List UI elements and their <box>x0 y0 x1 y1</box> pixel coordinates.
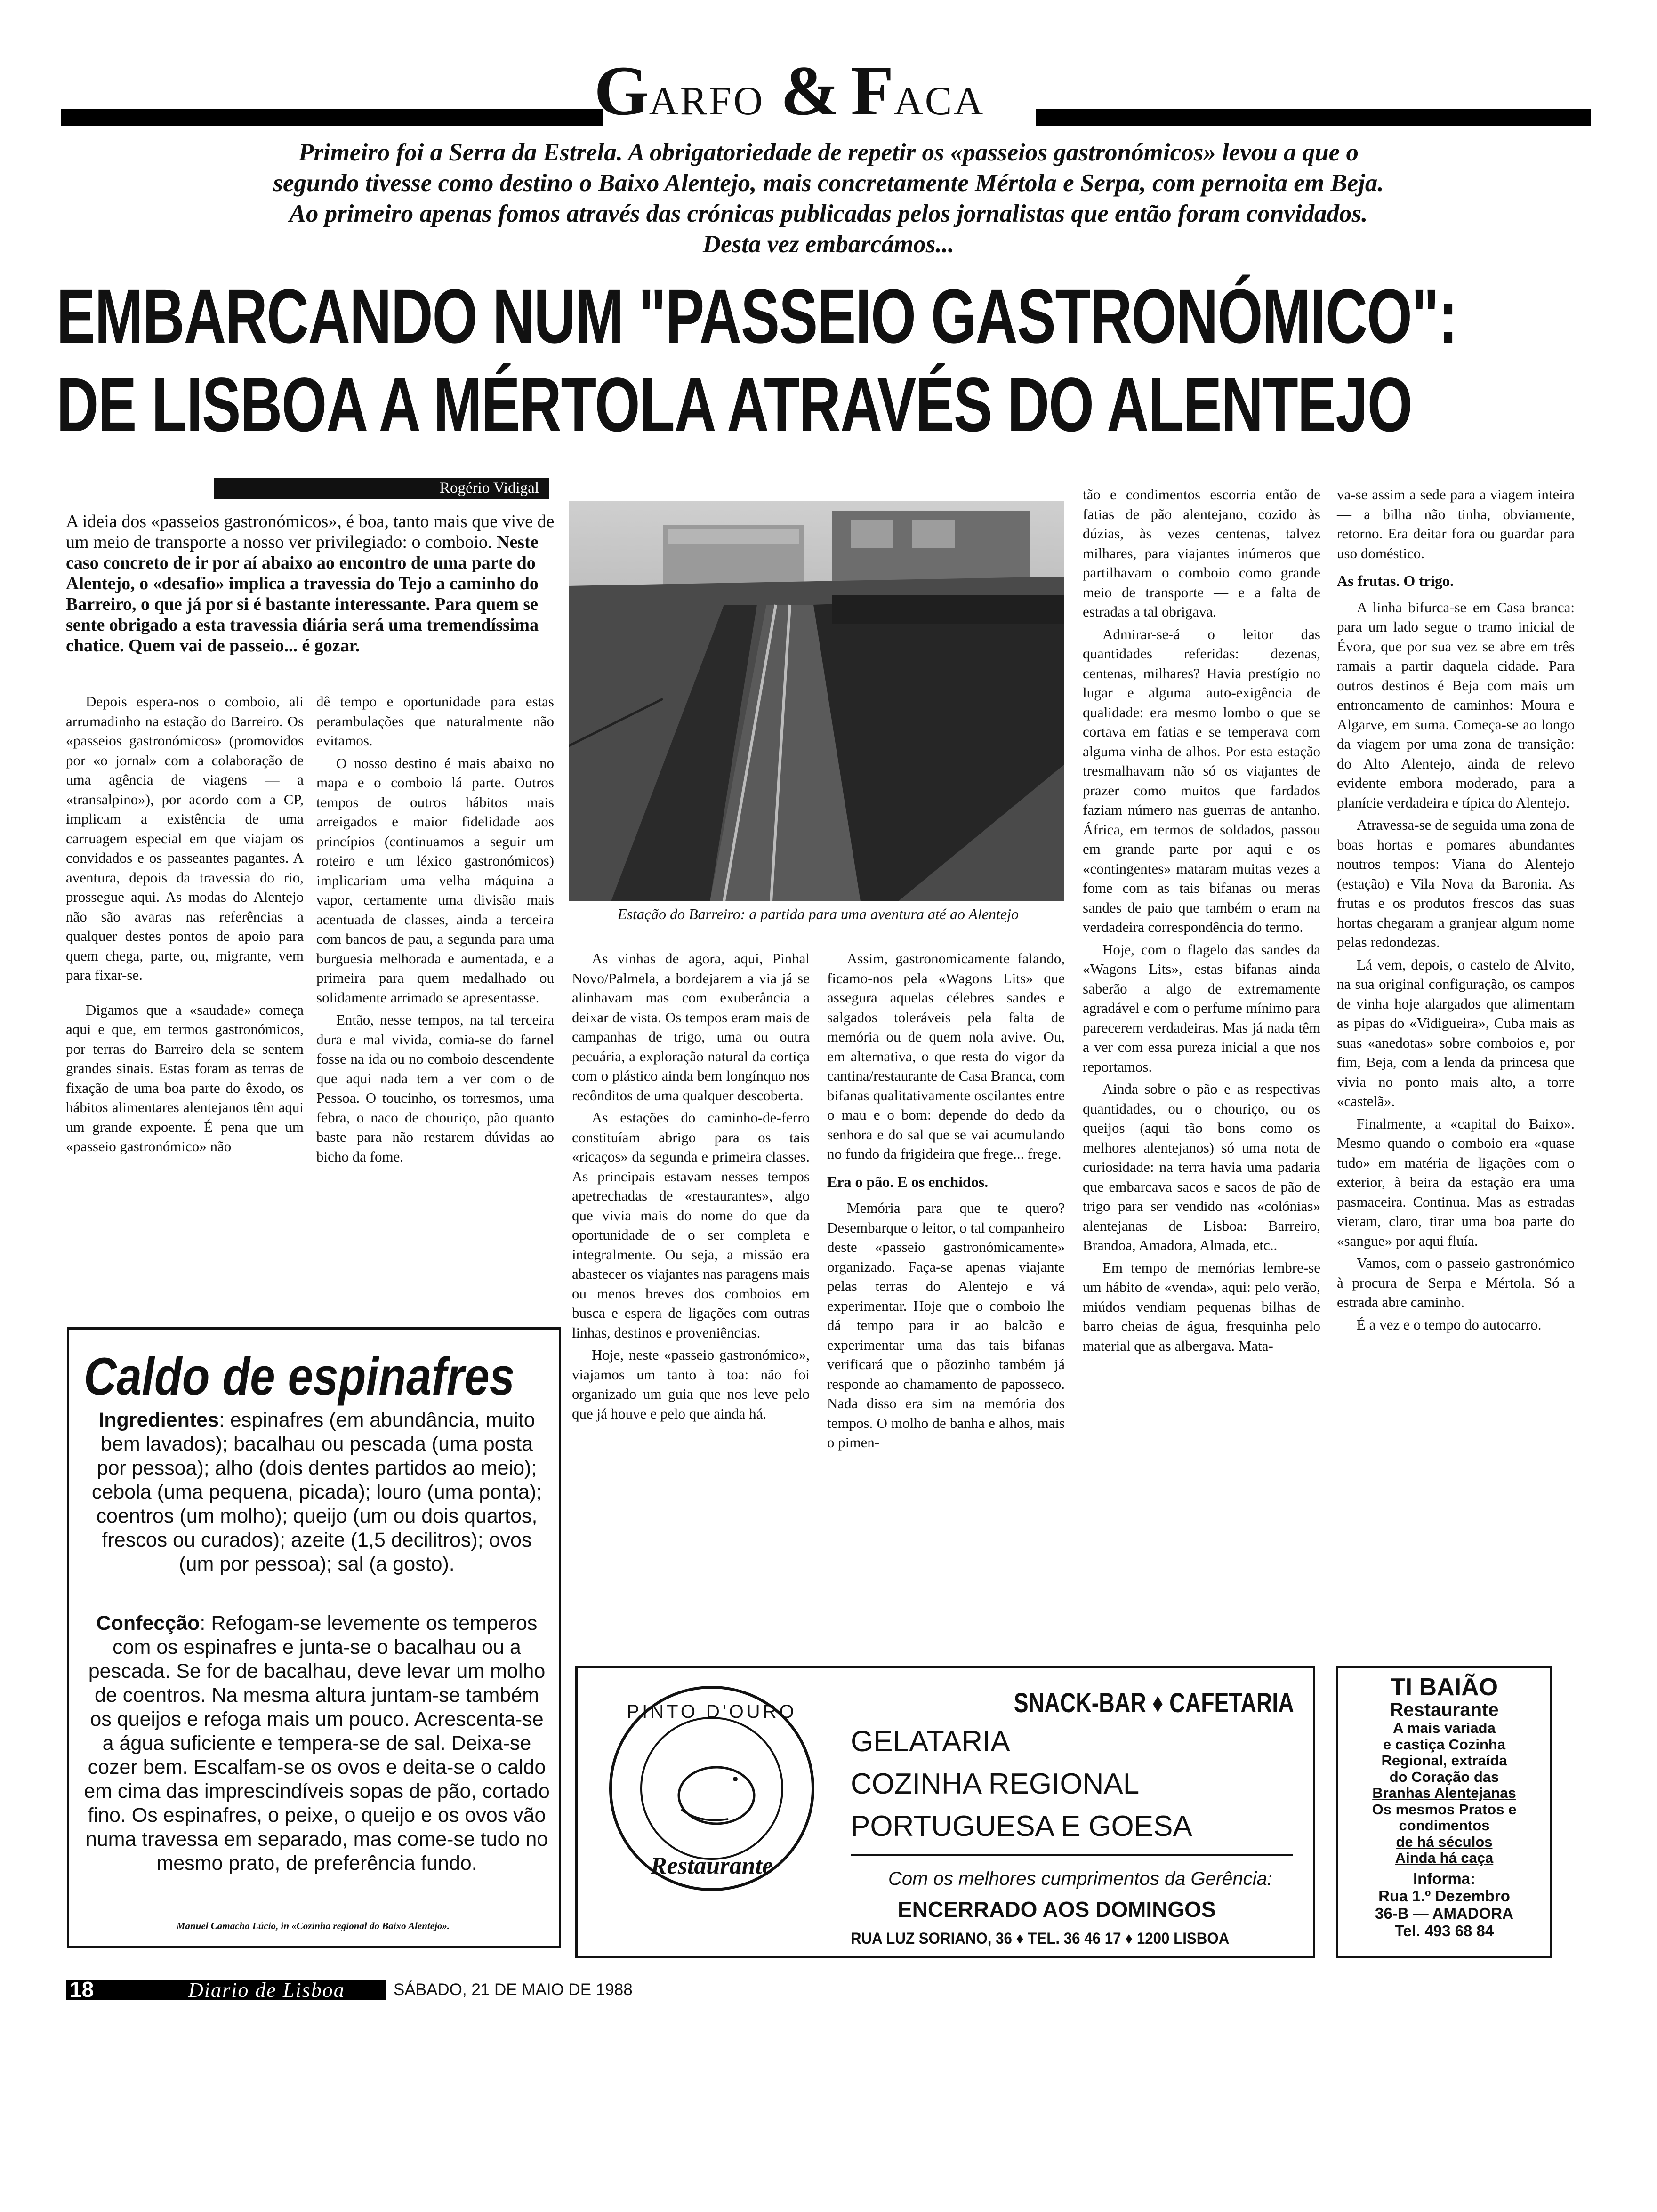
headline-line-1: EMBARCANDO NUM "PASSEIO GASTRONÓMICO": <box>56 273 1457 359</box>
byline: Rogério Vidigal <box>214 478 549 499</box>
issue-date: SÁBADO, 21 DE MAIO DE 1988 <box>394 1980 633 1999</box>
column-5: tão e condimentos escorria então de fatias de pão alentejano, cozido às dúzias, às vezes centenas, talvez milhares, para viajantes inúmeros que partilhavam o comboio como grande meio de transporte — e a falta de estradas a tal obrigava. Admirar-se-á o leitor das quantidades referidas: dezenas, centenas, milhares? Havia prestígio no lugar e alguma auto-exigência de qualidade: era mesmo lombo o que se cortava em fatias e se temperava com alguma vinha de alhos. Por esta estação tresmalhavam não só os viajantes de prazer como muitos que fardados faziam número nas guerras de antanho. África, em termos de soldados, passou em grande parte por aqui e os «contingentes» mataram muitas vezes a fome com as tais bifanas ou meras sandes de paio que também o eram na verdadeira correspondência do termo. Hoje, com o flagelo das sandes da «Wagons Lits», estas bifanas ainda saberão a algo de extremamente agradável e com o perfume mínimo para parecerem verdadeiras. Mas já nada têm a ver com essa pureza inicial a que nos reportamos. Ainda sobre o pão e as respectivas quantidades, ou o chouriço, ou os queijos (aqui tão bons como os melhores alentejanos) só uma nota de curiosidade: na terra havia uma padaria que embarcava sacos e sacos de pão de trigo para ser vendido nas «colónias» alentejanas de Lisboa: Barreiro, Brandoa, Amadora, Almada, etc.. Em tempo de memórias lembre-se um hábito de «venda», aqui: pelo verão, miúdos vendiam pequenas bilhas de barro cheias de água, fresquinha pelo material que as albergava. Mata- <box>1083 486 1320 1354</box>
column-3: As vinhas de agora, aqui, Pinhal Novo/Palmela, a bordejarem a via já se alinhavam mas com exuberância a deixar de vista. Os tempos eram mais de campanhas de trigo, uma ou outra pecuária, a exploração natural da cortiça com o plástico ainda bem longínquo nos recônditos de uma qualquer descoberta. As estações do caminho-de-ferro constituíam abrigo para os tais «ricaços» da segunda e primeira classes. As principais estavam nesses tempos apetrechadas de «restaurantes», algo que vivia mais do nome do que da oportunidade de o ser completa e integralmente. Ou seja, a missão era abastecer os viajantes nas paragens mais ou menos breves dos comboios em busca e espera de ligações com outras linhas, destinos e proveniências. Hoje, neste «passeio gastronómico», viajamos um tanto à toa: não foi organizado um guia que nos leve pelo que já houve e pelo que ainda há. <box>572 950 810 1422</box>
masthead-rule-right <box>1036 109 1591 126</box>
ad1-top-line: SNACK-BAR ♦ CAFETARIA <box>1014 1688 1294 1718</box>
page-number: 18 <box>70 1977 94 2002</box>
masthead-rule-left <box>61 109 603 126</box>
recipe-method: Confecção: Refogam-se levemente os temperos com os espinafres e junta-se o bacalhau ou a pescada. Se for de bacalhau, deve levar um molho de coentros. Na mesma altura juntam-se também os queijos e refoga mais um pouco. Acrescenta-se a água suficiente e tempera-se de sal. Deixa-se cozer bem. Escalfam-se os ovos e deita-se o caldo em cima das imprescindíveis sopas de pão, cortado fino. Os espinafres, o peixe, o queijo e os ovos vão numa travessa em separado, mas come-se tudo no mesmo prato, de preferência fundo. <box>84 1612 550 1875</box>
train-station-image <box>569 501 1064 901</box>
lead-paragraph: A ideia dos «passeios gastronómicos», é boa, tanto mais que vive de um meio de transporte a nosso ver privilegiado: o comboio. Neste caso concreto de ir por aí abaixo ao encontro de uma parte do Alentejo, o «desafio» implica a travessia do Tejo a caminho do Barreiro, o que já por si é bastante interessante. Para quem se sente obrigado a esta travessia diária será uma tremendíssima chatice. Quem vai de passeio... é gozar. <box>66 512 555 656</box>
ad2-info: Informa: Rua 1.º Dezembro 36-B — AMADORA Tel. 493 68 84 <box>1375 1870 1513 1940</box>
ad1-rule <box>851 1854 1293 1856</box>
ad1-logo <box>606 1683 818 1894</box>
ad1-address: RUA LUZ SORIANO, 36 ♦ TEL. 36 46 17 ♦ 1200 LISBOA <box>851 1930 1230 1948</box>
ad1-line-3: PORTUGUESA E GOESA <box>851 1810 1192 1843</box>
column-2: dê tempo e oportunidade para estas perambulações que naturalmente não evitamos. O nosso destino é mais abaixo no mapa e o comboio lá parte. Outros tempos de outros hábitos mais arreigados e maior fidelidade aos princípios (continuamos a seguir um roteiro e um léxico gastronómicos) implicariam uma velha máquina a vapor, certamente uma divisão mais acentuada de classes, ainda a terceira com bancos de pau, a segunda para uma burguesia melhorada e aumentada, e a primeira para quem medalhado ou solidamente arrimado se apresentasse. Então, nesse tempos, na tal terceira dura e mal vivida, comia-se do farnel fosse na ida ou no comboio descendente que aqui nada tem a ver com o de Pessoa. O toucinho, os torresmos, uma febra, o naco de chouriço, pão quanto baste para não restarem dúvidas ao bicho da fome. <box>316 693 554 1165</box>
recipe-credit: Manuel Camacho Lúcio, in «Cozinha regional do Baixo Alentejo». <box>176 1920 450 1931</box>
ad1-line-1: GELATARIA <box>851 1725 1010 1758</box>
ad1-closed: ENCERRADO AOS DOMINGOS <box>898 1897 1216 1922</box>
ad2-body: A mais variada e castiça Cozinha Regional, extraída do Coração das Branhas Alentejanas Os mesmos Pratos e condimentos de há séculos Ainda há caça <box>1372 1720 1517 1866</box>
section-title: GARFO & FACA <box>594 52 985 130</box>
newspaper-name: Diario de Lisboa <box>188 1979 345 2002</box>
ad-ti-baiao <box>1336 1666 1552 1958</box>
column-4: Assim, gastronomicamente falando, ficamo-nos pela «Wagons Lits» que assegura aquelas célebres sandes e salgados toleráveis pela falta de memória ou de quem nola avive. Ou, em alternativa, o que resta do vigor da cantina/restaurante de Casa Branca, com bifanas qualitativamente oscilantes entre o mau e o bom: depende do dedo da senhora e do sal que se vai acumulando no fundo da frigideira que frege... frege. Era o pão. E os enchidos. Memória para que te quero? Desembarque o leitor, o tal companheiro deste «passeio gastronómicamente» organizado. Faça-se apenas viajante pelas terras do Alentejo e vá experimentar. Hoje que o comboio lhe dá tempo para ir ao balcão e experimentar uma das tais bifanas verificará que o pãozinho também já responde ao chamamento de paposseco. Nada disso era sim na memória dos tempos. O molho de banha e alhos, mais o pimen- <box>827 950 1065 1451</box>
ad2-type: Restaurante <box>1390 1699 1499 1720</box>
station-photo <box>569 501 1064 901</box>
column-6: va-se assim a sede para a viagem inteira — a bilha não tinha, obviamente, retorno. Era deitar fora ou guardar para uso doméstico. As frutas. O trigo. A linha bifurca-se em Casa branca: para um lado segue o tramo inicial de Évora, que por sua vez se abre em três ramais a partir daquela cidade. Para outros destinos é Beja com mais um entroncamento de caminhos: Moura e Algarve, em suma. Começa-se ao longo da viagem por uma zona de transição: do Alto Alentejo, ainda de relevo evidente embora moderado, para a planície verdadeira e típica do Alentejo. Atravessa-se de seguida uma zona de boas hortas e pomares abundantes noutros tempos: Viana do Alentejo (estação) e Vila Nova da Baronia. As frutas e os produtos frescos das suas hortas chegaram a granjear algum nome pelas redondezas. Lá vem, depois, o castelo de Alvito, na sua original configuração, os campos de vinha hoje alargados que alimentam as pipas do «Vidigueira», Cuba mais as suas «anedotas» sobre comboios e, por fim, Beja, com a lenda da princesa que vivia no ponto mais alto, a torre «castelã». Finalmente, a «capital do Baixo». Mesmo quando o comboio era «quase tudo» em matéria de ligações com o exterior, à beira da estação era uma pasmaceira. Continua. Mas as estradas vieram, claro, tirar uma boa parte do «sangue» por aqui fluía. Vamos, com o passeio gastronómico à procura de Serpa e Mértola. Só a estrada abre caminho. É a vez e o tempo do autocarro. <box>1337 486 1575 1333</box>
intro-paragraph: Primeiro foi a Serra da Estrela. A obrigatoriedade de repetir os «passeios gastronómicos» levou a que o segundo tivesse como destino o Baixo Alentejo, mais concretamente Mértola e Serpa, com pernoita em Beja. Ao primeiro apenas fomos através das crónicas publicadas pelos jornalistas que então foram convidados. Desta vez embarcámos... <box>273 139 1384 258</box>
column-1: Depois espera-nos o comboio, ali arrumadinho na estação do Barreiro. Os «passeios gastronómicos» (promovidos por «o jornal» com a colaboração de uma agência de viagens — a «transalpino»), por acordo com a CP, implicam a existência de uma carruagem especial em que viajam os convidados e os passeantes pagantes. A aventura, depois da travessia do rio, prossegue aqui. As modas do Alentejo não são avaras nas referências a qualquer destes pontos de apoio para quem chega, parte, ou, migrante, vem para fixar-se. Digamos que a «saudade» começa aqui e que, em termos gastronómicos, por terras do Barreiro dela se sentem grandes sinais. Estas foram as terras de fixação de uma boa parte do êxodo, os hábitos alimentares alentejanos têm aqui um grande expoente. É pena que um «passeio gastronómico» não <box>66 693 304 1154</box>
headline-line-2: DE LISBOA A MÉRTOLA ATRAVÉS DO ALENTEJO <box>56 361 1412 448</box>
ad2-name: TI BAIÃO <box>1390 1674 1498 1701</box>
ad1-line-2: COZINHA REGIONAL <box>851 1768 1140 1800</box>
ad1-logo-top: PINTO D'OURO <box>627 1701 797 1722</box>
ad-pinto-douro <box>575 1666 1315 1958</box>
recipe-ingredients: Ingredientes: espinafres (em abundância, muito bem lavados); bacalhau ou pescada (uma posta por pessoa); alho (dois dentes partidos ao meio); cebola (uma pequena, picada); louro (uma ponta); coentros (um molho); queijo (um ou dois quartos, frescos ou curados); azeite (1,5 decilitros); ovos (um por pessoa); sal (a gosto). <box>91 1409 542 1575</box>
ad1-logo-bottom: Restaurante <box>650 1852 773 1879</box>
ad1-greeting: Com os melhores cumprimentos da Gerência: <box>888 1868 1272 1889</box>
subhead-frutas: As frutas. O trigo. <box>1337 572 1454 589</box>
recipe-title: Caldo de espinafres <box>84 1347 515 1406</box>
photo-caption: Estação do Barreiro: a partida para uma aventura até ao Alentejo <box>617 906 1019 922</box>
headline <box>56 272 1457 449</box>
subhead-pao: Era o pão. E os enchidos. <box>827 1173 989 1190</box>
